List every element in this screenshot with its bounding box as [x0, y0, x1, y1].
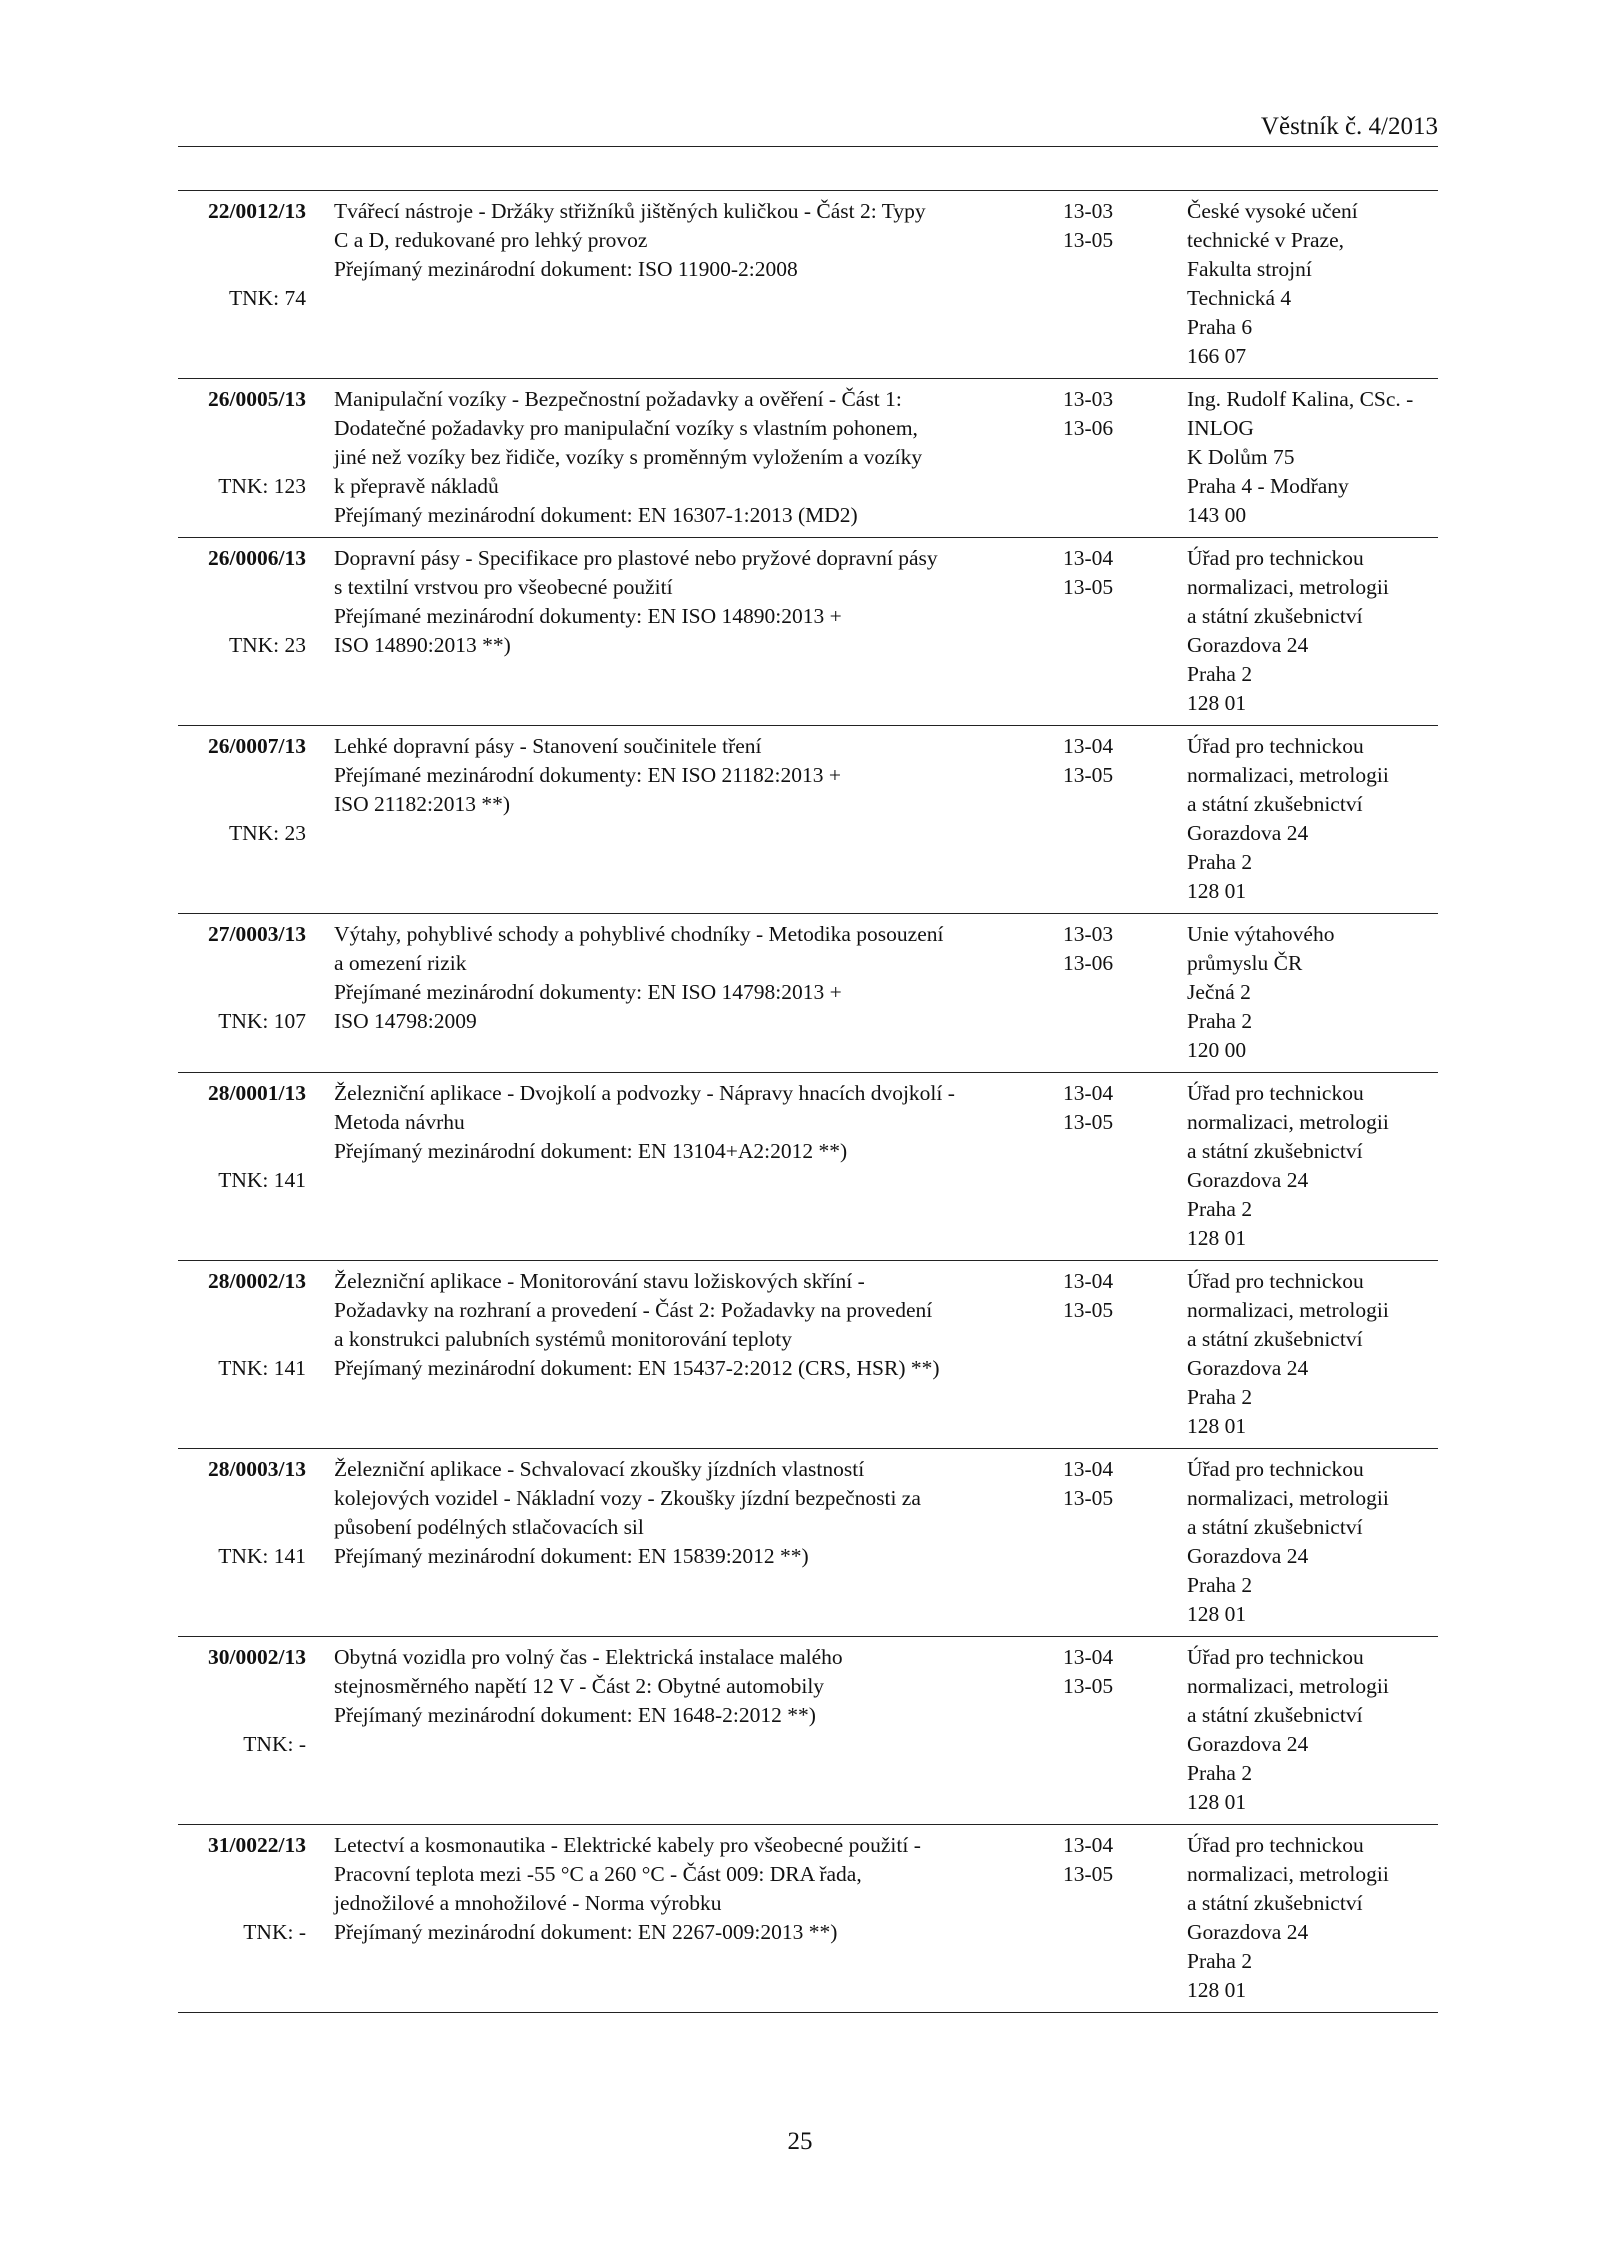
address-line: Gorazdova 24 [1187, 1544, 1309, 1568]
entry-number: 28/0003/13 [208, 1457, 306, 1481]
code-line: 13-04 [1063, 1833, 1114, 1857]
code-line: 13-04 [1063, 1645, 1114, 1669]
description-line: jiné než vozíky bez řidiče, vozíky s proměnným vyložením a vozíky [334, 445, 923, 469]
page-header [178, 112, 1438, 147]
description-line: Přejímané mezinárodní dokumenty: EN ISO 14798:2013 + [334, 980, 842, 1004]
address-line: Praha 2 [1187, 1573, 1253, 1597]
table-row [178, 1637, 1438, 1825]
entry-id-cell [178, 1267, 306, 1380]
code-line: 13-06 [1063, 416, 1114, 440]
entry-id-cell [178, 920, 306, 1033]
entry-id-cell [178, 1455, 306, 1568]
entry-address [1187, 544, 1447, 718]
address-line: 128 01 [1187, 1978, 1247, 2002]
entry-codes [1063, 1643, 1133, 1701]
description-line: Obytná vozidla pro volný čas - Elektrická instalace malého [334, 1645, 843, 1669]
tnk-label: TNK: - [243, 1732, 306, 1756]
address-line: a státní zkušebnictví [1187, 1891, 1363, 1915]
entry-number: 26/0006/13 [208, 546, 306, 570]
address-line: a státní zkušebnictví [1187, 1515, 1363, 1539]
code-line: 13-03 [1063, 387, 1114, 411]
description-line: Železniční aplikace - Dvojkolí a podvozky - Nápravy hnacích dvojkolí - [334, 1081, 955, 1105]
entry-address [1187, 1455, 1447, 1629]
code-line: 13-04 [1063, 1457, 1114, 1481]
address-line: Gorazdova 24 [1187, 1168, 1309, 1192]
code-line: 13-05 [1063, 1110, 1114, 1134]
entry-codes [1063, 197, 1133, 255]
description-line: ISO 14890:2013 **) [334, 633, 511, 657]
address-line: normalizaci, metrologii [1187, 1486, 1389, 1510]
address-line: Technická 4 [1187, 286, 1292, 310]
address-line: Gorazdova 24 [1187, 1356, 1309, 1380]
description-line: Přejímaný mezinárodní dokument: EN 13104+A2:2012 **) [334, 1139, 848, 1163]
description-line: jednožilové a mnohožilové - Norma výrobku [334, 1891, 722, 1915]
address-line: Úřad pro technickou [1187, 1081, 1364, 1105]
address-line: Gorazdova 24 [1187, 633, 1309, 657]
tnk-label: TNK: 141 [218, 1356, 306, 1380]
table-row [178, 538, 1438, 726]
entry-codes [1063, 920, 1133, 978]
address-line: a státní zkušebnictví [1187, 792, 1363, 816]
entry-address [1187, 1079, 1447, 1253]
entry-number: 27/0003/13 [208, 922, 306, 946]
description-line: působení podélných stlačovacích sil [334, 1515, 644, 1539]
entry-codes [1063, 732, 1133, 790]
address-line: Praha 2 [1187, 1197, 1253, 1221]
code-line: 13-04 [1063, 1269, 1114, 1293]
address-line: Praha 2 [1187, 662, 1253, 686]
journal-title: Věstník č. 4/2013 [1260, 113, 1438, 140]
address-line: 128 01 [1187, 879, 1247, 903]
address-line: 143 00 [1187, 503, 1247, 527]
description-line: Přejímaný mezinárodní dokument: EN 1648-2:2012 **) [334, 1703, 816, 1727]
address-line: normalizaci, metrologii [1187, 1674, 1389, 1698]
address-line: Úřad pro technickou [1187, 1269, 1364, 1293]
address-line: Úřad pro technickou [1187, 1645, 1364, 1669]
entry-address [1187, 732, 1447, 906]
description-line: Letectví a kosmonautika - Elektrické kabely pro všeobecné použití - [334, 1833, 921, 1857]
address-line: normalizaci, metrologii [1187, 1110, 1389, 1134]
address-line: Praha 2 [1187, 1009, 1253, 1033]
entry-address [1187, 1643, 1447, 1817]
entry-id-cell [178, 1643, 306, 1756]
code-line: 13-03 [1063, 199, 1114, 223]
entry-id-cell [178, 1079, 306, 1192]
description-line: Přejímaný mezinárodní dokument: ISO 11900-2:2008 [334, 257, 798, 281]
description-line: s textilní vrstvou pro všeobecné použití [334, 575, 673, 599]
entry-address [1187, 1831, 1447, 2005]
address-line: 128 01 [1187, 1790, 1247, 1814]
code-line: 13-05 [1063, 575, 1114, 599]
address-line: Gorazdova 24 [1187, 1920, 1309, 1944]
description-line: a omezení rizik [334, 951, 467, 975]
address-line: Unie výtahového [1187, 922, 1335, 946]
description-line: Dodatečné požadavky pro manipulační vozíky s vlastním pohonem, [334, 416, 918, 440]
table-row [178, 191, 1438, 379]
description-line: stejnosměrného napětí 12 V - Část 2: Obytné automobily [334, 1674, 825, 1698]
address-line: normalizaci, metrologii [1187, 763, 1389, 787]
tnk-label: TNK: 74 [228, 286, 306, 310]
description-line: Manipulační vozíky - Bezpečnostní požadavky a ověření - Část 1: [334, 387, 902, 411]
address-line: 120 00 [1187, 1038, 1247, 1062]
address-line: Praha 2 [1187, 1761, 1253, 1785]
entry-number: 28/0001/13 [208, 1081, 306, 1105]
address-line: Gorazdova 24 [1187, 1732, 1309, 1756]
description-line: Přejímaný mezinárodní dokument: EN 15839:2012 **) [334, 1544, 809, 1568]
table-row [178, 1449, 1438, 1637]
address-line: INLOG [1187, 416, 1254, 440]
address-line: Gorazdova 24 [1187, 821, 1309, 845]
address-line: Fakulta strojní [1187, 257, 1312, 281]
address-line: K Dolům 75 [1187, 445, 1295, 469]
entry-codes [1063, 544, 1133, 602]
description-line: Lehké dopravní pásy - Stanovení součinitele tření [334, 734, 762, 758]
address-line: normalizaci, metrologii [1187, 1862, 1389, 1886]
address-line: průmyslu ČR [1187, 951, 1303, 975]
page-number: 25 [787, 2128, 813, 2155]
description-line: C a D, redukované pro lehký provoz [334, 228, 648, 252]
table-row [178, 379, 1438, 538]
tnk-label: TNK: 141 [218, 1544, 306, 1568]
description-line: Dopravní pásy - Specifikace pro plastové nebo pryžové dopravní pásy [334, 546, 938, 570]
address-line: Úřad pro technickou [1187, 734, 1364, 758]
address-line: a státní zkušebnictví [1187, 604, 1363, 628]
entry-number: 31/0022/13 [208, 1833, 306, 1857]
entry-codes [1063, 1267, 1133, 1325]
entry-id-cell [178, 385, 306, 498]
description-line: ISO 14798:2009 [334, 1009, 477, 1033]
address-line: normalizaci, metrologii [1187, 1298, 1389, 1322]
entry-codes [1063, 385, 1133, 443]
code-line: 13-04 [1063, 734, 1114, 758]
code-line: 13-05 [1063, 1674, 1114, 1698]
description-line: Metoda návrhu [334, 1110, 465, 1134]
address-line: Ing. Rudolf Kalina, CSc. - [1187, 387, 1414, 411]
description-line: Přejímané mezinárodní dokumenty: EN ISO 21182:2013 + [334, 763, 841, 787]
entry-address [1187, 197, 1447, 371]
entry-address [1187, 920, 1447, 1065]
address-line: České vysoké učení [1187, 199, 1358, 223]
code-line: 13-04 [1063, 546, 1114, 570]
code-line: 13-03 [1063, 922, 1114, 946]
description-line: Tvářecí nástroje - Držáky střižníků jištěných kuličkou - Část 2: Typy [334, 199, 926, 223]
address-line: Praha 2 [1187, 1385, 1253, 1409]
entry-codes [1063, 1079, 1133, 1137]
address-line: Praha 2 [1187, 850, 1253, 874]
description-line: Železniční aplikace - Monitorování stavu ložiskových skříní - [334, 1269, 865, 1293]
code-line: 13-05 [1063, 1486, 1114, 1510]
code-line: 13-06 [1063, 951, 1114, 975]
address-line: Úřad pro technickou [1187, 1833, 1364, 1857]
table-row [178, 1073, 1438, 1261]
code-line: 13-05 [1063, 1298, 1114, 1322]
table-row [178, 1825, 1438, 2013]
address-line: 166 07 [1187, 344, 1247, 368]
tnk-label: TNK: 23 [228, 633, 306, 657]
description-line: Přejímaný mezinárodní dokument: EN 2267-009:2013 **) [334, 1920, 838, 1944]
entry-id-cell [178, 544, 306, 657]
entry-number: 30/0002/13 [208, 1645, 306, 1669]
entry-address [1187, 385, 1447, 530]
address-line: 128 01 [1187, 691, 1247, 715]
table-row [178, 726, 1438, 914]
entry-address [1187, 1267, 1447, 1441]
entry-id-cell [178, 1831, 306, 1944]
address-line: 128 01 [1187, 1602, 1247, 1626]
address-line: Úřad pro technickou [1187, 1457, 1364, 1481]
description-line: Požadavky na rozhraní a provedení - Část 2: Požadavky na provedení [334, 1298, 933, 1322]
address-line: Ječná 2 [1187, 980, 1251, 1004]
address-line: a státní zkušebnictví [1187, 1327, 1363, 1351]
entry-id-cell [178, 732, 306, 845]
tnk-label: TNK: 123 [218, 474, 306, 498]
table-row [178, 1261, 1438, 1449]
description-line: kolejových vozidel - Nákladní vozy - Zkoušky jízdní bezpečnosti za [334, 1486, 921, 1510]
description-line: Výtahy, pohyblivé schody a pohyblivé chodníky - Metodika posouzení [334, 922, 944, 946]
address-line: a státní zkušebnictví [1187, 1703, 1363, 1727]
table-row [178, 914, 1438, 1073]
entry-number: 22/0012/13 [208, 199, 306, 223]
entry-codes [1063, 1831, 1133, 1889]
entry-number: 26/0007/13 [208, 734, 306, 758]
description-line: a konstrukci palubních systémů monitorování teploty [334, 1327, 792, 1351]
address-line: Praha 2 [1187, 1949, 1253, 1973]
code-line: 13-05 [1063, 1862, 1114, 1886]
address-line: Praha 4 - Modřany [1187, 474, 1349, 498]
description-line: Pracovní teplota mezi -55 °C a 260 °C - Část 009: DRA řada, [334, 1862, 862, 1886]
code-line: 13-05 [1063, 228, 1114, 252]
code-line: 13-05 [1063, 763, 1114, 787]
address-line: 128 01 [1187, 1414, 1247, 1438]
tnk-label: TNK: - [243, 1920, 306, 1944]
description-line: ISO 21182:2013 **) [334, 792, 510, 816]
description-line: k přepravě nákladů [334, 474, 499, 498]
description-line: Přejímané mezinárodní dokumenty: EN ISO 14890:2013 + [334, 604, 842, 628]
address-line: a státní zkušebnictví [1187, 1139, 1363, 1163]
address-line: normalizaci, metrologii [1187, 575, 1389, 599]
entry-number: 28/0002/13 [208, 1269, 306, 1293]
description-line: Přejímaný mezinárodní dokument: EN 16307-1:2013 (MD2) [334, 503, 858, 527]
address-line: Praha 6 [1187, 315, 1253, 339]
description-line: Železniční aplikace - Schvalovací zkoušky jízdních vlastností [334, 1457, 865, 1481]
entry-number: 26/0005/13 [208, 387, 306, 411]
address-line: technické v Praze, [1187, 228, 1344, 252]
entry-codes [1063, 1455, 1133, 1513]
entry-id-cell [178, 197, 306, 310]
standards-table [178, 190, 1438, 2013]
tnk-label: TNK: 141 [218, 1168, 306, 1192]
tnk-label: TNK: 107 [218, 1009, 306, 1033]
description-line: Přejímaný mezinárodní dokument: EN 15437-2:2012 (CRS, HSR) **) [334, 1356, 940, 1380]
code-line: 13-04 [1063, 1081, 1114, 1105]
tnk-label: TNK: 23 [228, 821, 306, 845]
address-line: Úřad pro technickou [1187, 546, 1364, 570]
address-line: 128 01 [1187, 1226, 1247, 1250]
